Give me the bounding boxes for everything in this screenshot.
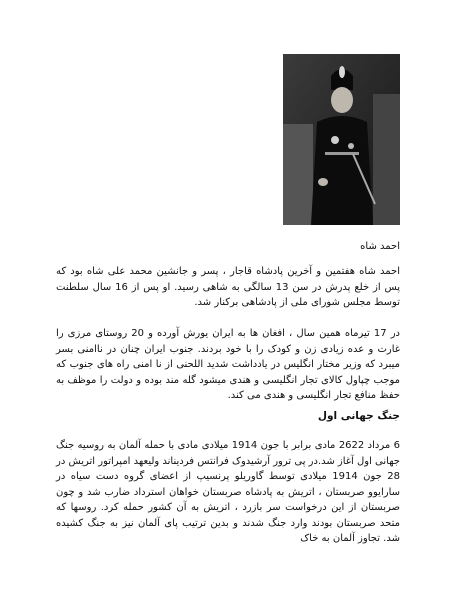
section-heading: جنگ جهانی اول [317,410,400,422]
portrait-photo [283,54,400,225]
paragraph-intro: احمد شاه هفتمین و آخرین پادشاه قاجار ، پسر و جانشین محمد علی شاه بود که پس از خلع پدرش در سن 13 سالگی به شاهی رسید. او پس از 16 سال سلطنت توسط مجلس شورای ملی از پادشاهی برکنار شد. [56,266,401,308]
photo-caption: احمد شاه [360,241,400,252]
paragraph-world-war: 6 مرداد 2622 مادی برابر با جون 1914 میلادی مادی با حمله آلمان به روسیه جنگ جهانی اول آغاز شد.در پی ترور آرشیدوک فرانتس فردیناند ولیعهد امپراتور اتریش در 28 جون 1914 میلادی توسط گاوریلو پرنسیپ از اعضای گروه دست سیاه در سارایوو صربستان ، اتریش به پادشاه صربستان خواهان استرداد ضارب شد و چون صربستان از این درخواست سر بازرد ، اتریش به آن کشور حمله کرد. روسها که متحد صربستان بودند وارد جنگ شدند و بدین ترتیب پای آلمان نیز به جنگ کشیده شد. تجاوز آلمان به خاک [55,440,401,544]
paragraph-afghan-raid: در 17 تیرماه همین سال ، افغان ها به ایران یورش آورده و 20 روستای مرزی را غارت و عده زیادی زن و کودک را با خود بردند. جنوب ایران چنان در ناامنی بسر میبرد که وزیر مختار انگلیس در یادداشت شدید اللحنی از نا امنی راه های جنوب که موجب چپاول کالای تجار انگلیسی و هندی میشود گله مند بوده و دولت را موظف به حفظ منافع تجار انگلیسی و هندی می کند. [56,328,400,401]
portrait-image [283,54,400,225]
